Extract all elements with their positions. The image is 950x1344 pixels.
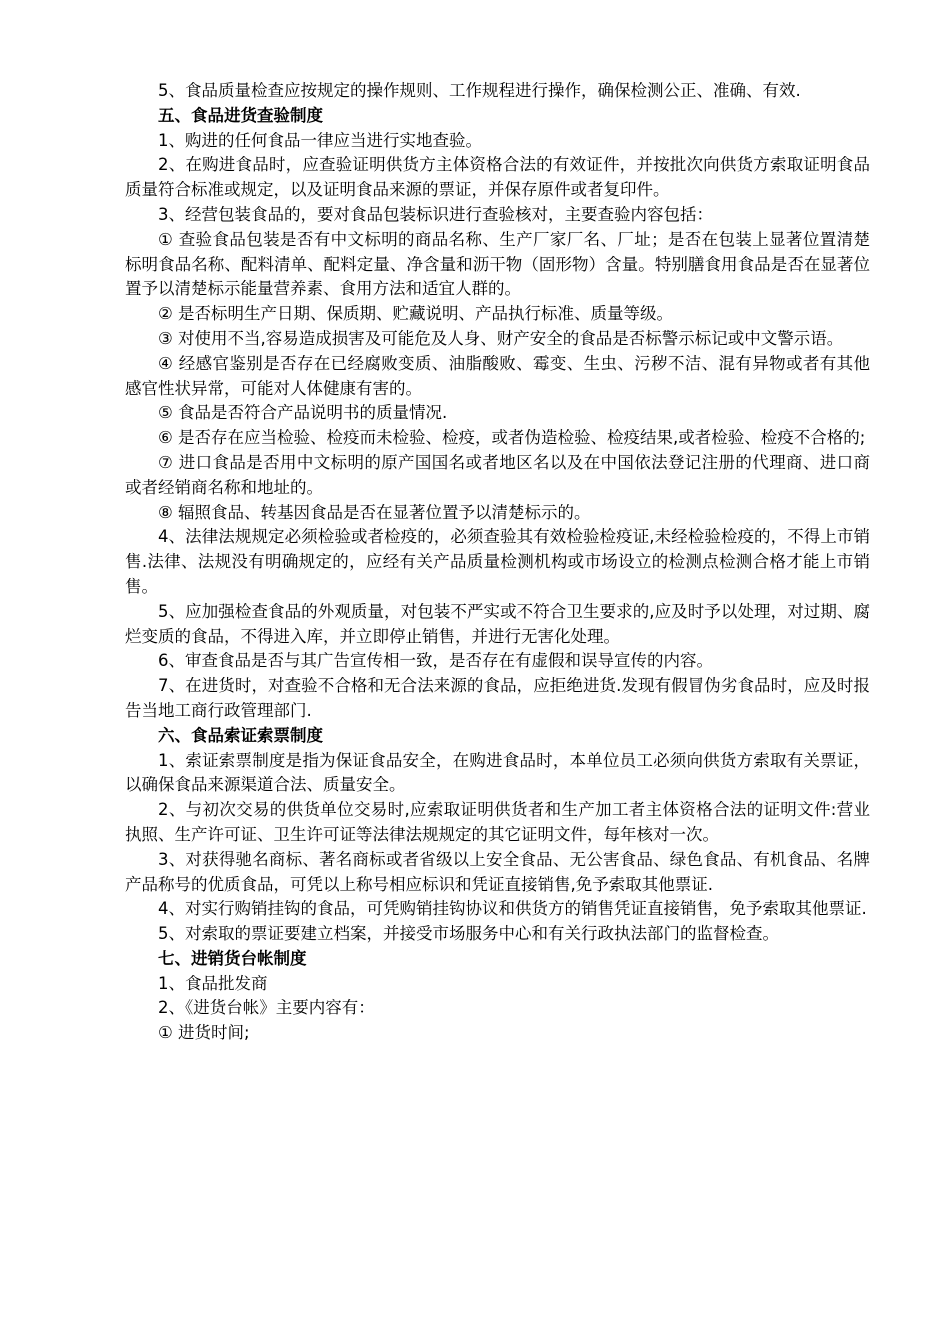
paragraph: ⑥ 是否存在应当检验、检疫而未检验、检疫，或者伪造检验、检疫结果,或者检验、检疫不合格的;	[158, 428, 866, 448]
paragraph: 5、应加强检查食品的外观质量，对包装不严实或不符合卫生要求的,应及时予以处理，对过期、腐烂变质的食品，不得进入库，并立即停止销售，并进行无害化处理。	[125, 601, 870, 646]
document-page	[125, 79, 870, 1046]
paragraph: 2、与初次交易的供货单位交易时,应索取证明供货者和生产加工者主体资格合法的证明文件:营业执照、生产许可证、卫生许可证等法律法规规定的其它证明文件，每年核对一次。	[125, 800, 870, 844]
paragraph: 5、食品质量检查应按规定的操作规则、工作规程进行操作，确保检测公正、准确、有效.	[158, 81, 801, 100]
paragraph: 2、在购进食品时，应查验证明供货方主体资格合法的有效证件，并按批次向供货方索取证明食品质量符合标准或规定，以及证明食品来源的票证，并保存原件或者复印件。	[125, 155, 870, 200]
paragraph: 5、对索取的票证要建立档案，并接受市场服务中心和有关行政执法部门的监督检查。	[158, 924, 779, 944]
paragraph: ⑤ 食品是否符合产品说明书的质量情况.	[158, 403, 448, 423]
section-heading: 五、食品进货查验制度	[158, 105, 323, 125]
paragraph: 1、购进的任何食品一律应当进行实地查验。	[158, 130, 482, 150]
paragraph: ① 进货时间;	[158, 1023, 250, 1043]
paragraph: ③ 对使用不当,容易造成损害及可能危及人身、财产安全的食品是否标警示标记或中文警示语。	[158, 328, 844, 348]
paragraph: 1、索证索票制度是指为保证食品安全，在购进食品时，本单位员工必须向供货方索取有关票证，以确保食品来源渠道合法、质量安全。	[125, 750, 870, 795]
paragraph: 2、《进货台帐》主要内容有：	[158, 998, 375, 1018]
paragraph: 6、审查食品是否与其广告宣传相一致，是否存在有虚假和误导宣传的内容。	[158, 651, 713, 671]
paragraph: 1、食品批发商	[158, 973, 268, 993]
section-heading: 六、食品索证索票制度	[158, 725, 323, 745]
paragraph: ④ 经感官鉴别是否存在已经腐败变质、油脂酸败、霉变、生虫、污秽不洁、混有异物或者有其他感官性状异常，可能对人体健康有害的。	[125, 353, 870, 398]
paragraph: 3、经营包装食品的，要对食品包装标识进行查验核对，主要查验内容包括：	[158, 204, 713, 224]
paragraph: ⑧ 辐照食品、转基因食品是否在显著位置予以清楚标示的。	[158, 502, 591, 522]
paragraph: ② 是否标明生产日期、保质期、贮藏说明、产品执行标准、质量等级。	[158, 304, 674, 324]
paragraph: ① 查验食品包装是否有中文标明的商品名称、生产厂家厂名、厂址；是否在包装上显著位置清楚标明食品名称、配料清单、配料定量、净含量和沥干物（固形物）含量。特别膳食用食品是否在显著位置予以清楚标示能量营养素、食用方法和适宜人群的。	[125, 229, 870, 299]
paragraph: 7、在进货时，对查验不合格和无合法来源的食品，应拒绝进货.发现有假冒伪劣食品时，应及时报告当地工商行政管理部门.	[125, 676, 870, 720]
paragraph: ⑦ 进口食品是否用中文标明的原产国国名或者地区名以及在中国依法登记注册的代理商、进口商或者经销商名称和地址的。	[125, 452, 870, 497]
paragraph: 4、对实行购销挂钩的食品，可凭购销挂钩协议和供货方的销售凭证直接销售，免予索取其他票证.	[158, 899, 867, 919]
paragraph: 4、法律法规规定必须检验或者检疫的，必须查验其有效检验检疫证,未经检验检疫的，不得上市销售.法律、法规没有明确规定的，应经有关产品质量检测机构或市场设立的检测点检测合格才能上市销售。	[125, 527, 870, 596]
paragraph: 3、对获得驰名商标、著名商标或者省级以上安全食品、无公害食品、绿色食品、有机食品、名牌产品称号的优质食品，可凭以上称号相应标识和凭证直接销售,免予索取其他票证.	[125, 849, 870, 894]
section-heading: 七、进销货台帐制度	[158, 948, 307, 968]
